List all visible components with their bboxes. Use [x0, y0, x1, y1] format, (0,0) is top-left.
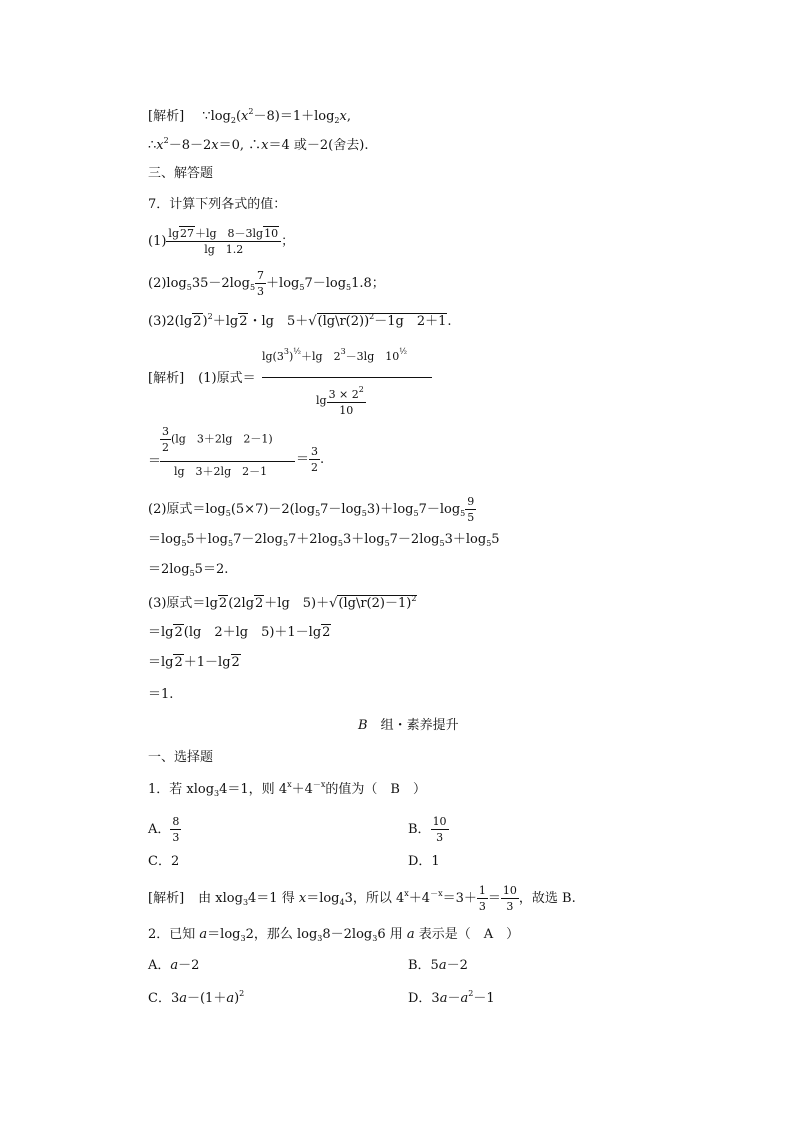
question-7-part-2: $(2)\log_535-2\log_5$ $\frac{7}{3}$ $+\log_57-\log_51.8$；: [148, 269, 385, 298]
solution-q1: [解析] 由 xlog$_3$4＝1 得 $x=\log_43$，所以 $4^x+4^{-x}=3+$ $\frac{1}{3}$ ＝ $\frac{10}{3}$ ，故选 B.: [148, 884, 576, 913]
solution-3-line-4: ＝1.: [148, 687, 174, 702]
solution-1b-numerator: $\frac{3}{2}$ (lg 3＋2lg 2－1): [162, 425, 273, 454]
solution-line-2: $\therefore x^2-8-2x=0$, ∴x＝4 或－2(舍去).: [148, 136, 369, 153]
group-b-heading: B 组・素养提升: [358, 718, 459, 733]
solution-3-line-1: (3)原式＝lg2(2lg2＋lg 5)＋√(lg\r(2)－1)$^2$: [148, 594, 417, 611]
question-1: 1．若 xlog$_3$4＝1，则 $4^x+4^{-x}$的值为（ B ）: [148, 780, 426, 798]
q2-option-a[interactable]: A．a－2: [148, 958, 200, 973]
option-a[interactable]: A． $\frac{8}{3}$: [148, 815, 180, 844]
question-2: 2．已知 $a=\log_32$，那么 $\log_38-2\log_36$ 用 a 表示是（ A ）: [148, 927, 520, 943]
option-d[interactable]: D．1: [408, 854, 440, 869]
analysis-tag: [解析]: [148, 109, 185, 124]
solution-2-line-3: $=2\log_55=2$.: [148, 562, 229, 578]
solution-1-denominator: lg $\frac{3 \times 2^2}{10}$: [316, 385, 364, 417]
section-heading-choice: 一、选择题: [148, 750, 214, 765]
solution-1-numerator: $\lg(3^3)^{\frac{1}{2}}+\lg$ $2^3-3\lg$ $10^{\frac{1}{2}}$: [262, 347, 407, 363]
solution-1-line: [解析] (1)原式＝: [148, 371, 256, 386]
solution-3-line-2: ＝lg2(lg 2＋lg 5)＋1－lg2: [148, 625, 331, 640]
fraction-bar: [262, 377, 432, 378]
solution-1b-eq: ＝: [148, 454, 162, 469]
q2-option-c[interactable]: C．$3a-(1+a)^2$: [148, 989, 245, 1006]
q2-option-d[interactable]: D．$3a-a^2-1$: [408, 989, 495, 1006]
option-b[interactable]: B． $\frac{10}{3}$: [408, 815, 447, 844]
q2-option-b[interactable]: B．5a－2: [408, 958, 468, 973]
question-7-part-1: (1) $\frac{\lg 27+\lg 8-3\lg 10}{\lg 1.2}$ ；: [148, 227, 295, 256]
fraction-bar-2: [160, 461, 295, 462]
solution-1b-result: ＝ $\frac{3}{2}$ .: [296, 445, 325, 474]
solution-2-line-1: (2)原式$=\log_5(5\times 7)-2(\log_57-\log_53)+\log_57-\log_5$ $\frac{9}{5}$: [148, 495, 475, 524]
section-heading: 三、解答题: [148, 166, 214, 181]
option-c[interactable]: C．2: [148, 854, 180, 869]
solution-2-line-2: $=\log_55+\log_57-2\log_57+2\log_53+\log_57-2\log_53+\log_55$: [148, 532, 500, 548]
solution-1b-denominator: lg 3＋2lg 2－1: [174, 465, 268, 478]
question-7: 7．计算下列各式的值：: [148, 197, 287, 212]
question-7-part-3: $(3)2(\lg 2)^2+\lg 2$・lg 5＋√(lg\r(2))$^2$－1g 2＋1.: [148, 312, 452, 329]
solution-line-1: [解析] $\because\log_2(x^2-8)=1+\log_2x$,: [148, 107, 351, 125]
solution-3-line-3: ＝lg2＋1－lg2: [148, 655, 240, 670]
